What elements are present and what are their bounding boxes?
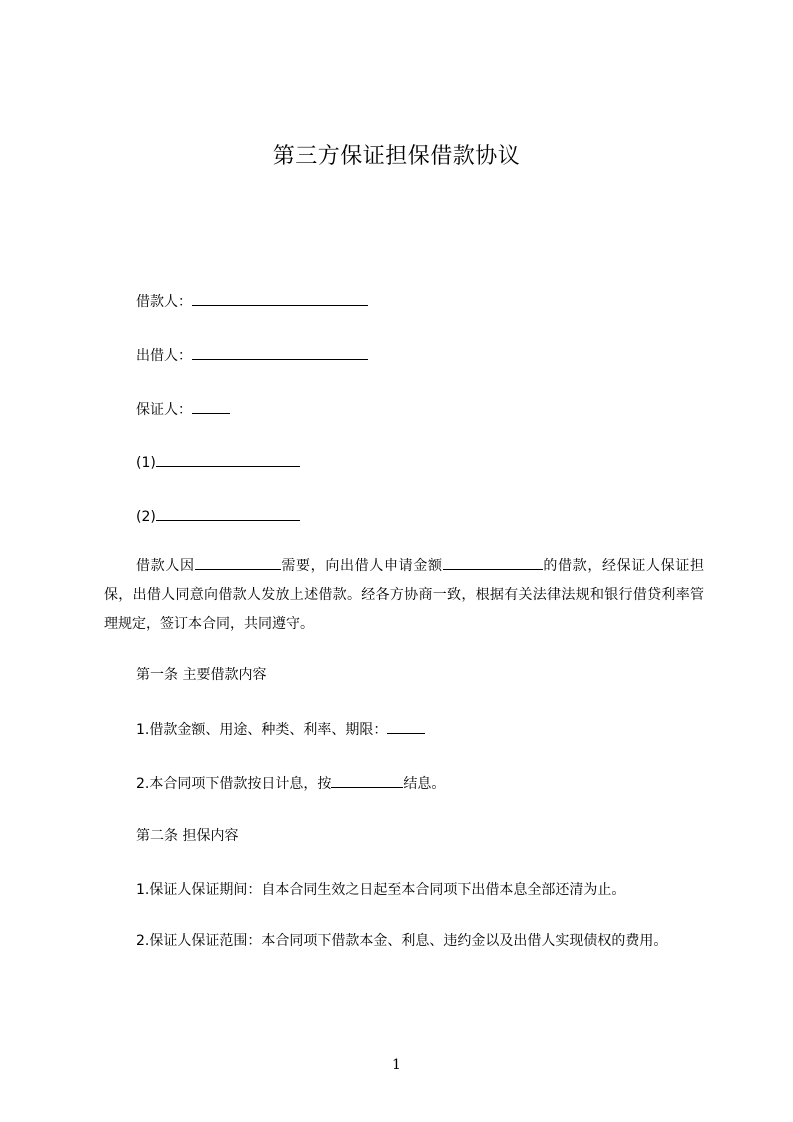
loan-details-blank[interactable]	[387, 719, 425, 734]
borrower-label: 借款人：	[136, 294, 192, 310]
article2-heading: 第二条 担保内容	[136, 828, 239, 844]
guarantor-item-2	[136, 506, 300, 527]
borrower-blank[interactable]	[192, 291, 368, 306]
guarantor-line	[136, 399, 230, 420]
lender-label: 出借人：	[136, 348, 192, 364]
article2-item1: 1.保证人保证期间：自本合同生效之日起至本合同项下出借本息全部还清为止。	[136, 882, 626, 898]
guarantor-label: 保证人：	[136, 402, 192, 418]
guarantor-item-1	[136, 452, 300, 473]
lender-line	[136, 345, 368, 366]
purpose-blank[interactable]	[195, 555, 281, 570]
article1-heading: 第一条 主要借款内容	[136, 667, 267, 683]
article1-item2	[136, 773, 445, 794]
settlement-blank[interactable]	[331, 773, 403, 788]
borrower-line	[136, 291, 368, 312]
preamble-paragraph	[104, 552, 704, 639]
article1-item2-text-1: 2.本合同项下借款按日计息，按	[136, 776, 332, 792]
guarantor-item-2-label: (2)	[136, 509, 156, 525]
article2-item2: 2.保证人保证范围：本合同项下借款本金、利息、违约金以及出借人实现债权的费用。	[136, 933, 668, 949]
amount-blank[interactable]	[443, 555, 543, 570]
lender-blank[interactable]	[192, 345, 368, 360]
guarantor-item-1-blank[interactable]	[156, 452, 300, 467]
preamble-text-1: 借款人因	[136, 558, 195, 574]
article1-item2-text-2: 结息。	[403, 776, 446, 792]
page-title: 第三方保证担保借款协议	[272, 144, 521, 169]
article1-item1-text: 1.借款金额、用途、种类、利率、期限：	[136, 722, 388, 738]
guarantor-item-2-blank[interactable]	[156, 506, 300, 521]
preamble-text-2: 需要，向出借人申请金额	[280, 558, 443, 574]
article1-item1	[136, 719, 425, 740]
guarantor-blank[interactable]	[192, 399, 230, 414]
page-number: 1	[392, 1057, 401, 1073]
preamble-text-3: 的借款，经保证人保证担保，出借人同意向借款人发放上述借款。经各方协商一致，根据有关法律法规和银行借贷利率管理规定，签订本合同，共同遵守。	[104, 558, 705, 632]
guarantor-item-1-label: (1)	[136, 455, 156, 471]
